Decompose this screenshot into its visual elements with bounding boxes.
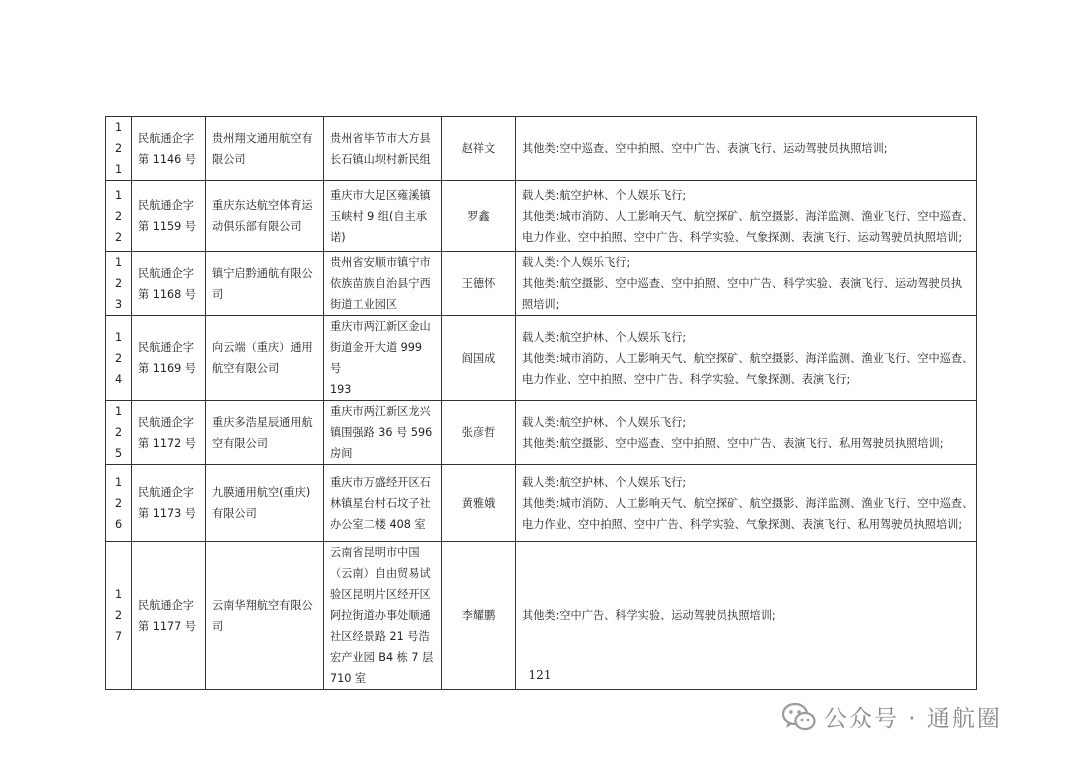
cell-business-scope: [516, 316, 977, 401]
cell-business-scope: [516, 465, 977, 542]
watermark: [782, 700, 1002, 733]
cell-legal-representative: 阎国成: [442, 316, 516, 401]
cell-line: 长石镇山坝村新民组: [330, 152, 431, 166]
cell-line: 云南华翔航空有限公: [212, 598, 313, 612]
cell-line: 诺): [330, 230, 346, 244]
cell-index: 125: [106, 401, 132, 465]
cell-line: 向云端（重庆）通用: [212, 341, 313, 354]
table-row: [106, 252, 977, 316]
cell-address: [324, 181, 442, 252]
table-row: [106, 181, 977, 252]
cell-line: 载人类:航空护林、个人娱乐飞行;: [522, 188, 687, 202]
cell-line: 宏产业园 B4 栋 7 层: [330, 651, 434, 664]
cell-line: 动俱乐部有限公司: [212, 220, 302, 233]
cell-line: 193: [330, 383, 352, 396]
cell-line: 第 1159 号: [138, 220, 196, 233]
cell-line: 有限公司: [212, 507, 257, 520]
cell-index: 127: [106, 542, 132, 690]
cell-business-scope: [516, 181, 977, 252]
cell-line: 第 1172 号: [138, 436, 196, 450]
cell-line: 其他类:航空摄影、空中巡查、空中拍照、空中广告、科学实验、表演飞行、运动驾驶员执: [522, 277, 963, 290]
cell-line: 民航通企字: [138, 598, 194, 612]
cell-line: 第 1177 号: [138, 619, 196, 633]
cell-line: 重庆市两江新区金山: [330, 320, 431, 333]
cell-line: 第 1173 号: [138, 507, 196, 520]
cell-line: 民航通企字: [138, 341, 194, 354]
cell-line: 其他类:空中广告、科学实验、运动驾驶员执照培训;: [522, 609, 776, 622]
cell-line: 依族苗族自治县宁西: [330, 277, 431, 290]
cell-legal-representative: 王德怀: [442, 252, 516, 316]
cell-legal-representative: 黄雅娥: [442, 465, 516, 542]
cell-license-number: [132, 181, 206, 252]
cell-index: 124: [106, 316, 132, 401]
cell-license-number: [132, 465, 206, 542]
cell-line: 载人类:航空护林、个人娱乐飞行;: [522, 475, 687, 489]
cell-line: 房间: [330, 447, 353, 460]
cell-index: 121: [106, 117, 132, 181]
cell-line: 贵州省毕节市大方县: [330, 131, 431, 145]
cell-line: 载人类:航空护林、个人娱乐飞行;: [522, 330, 687, 344]
cell-line: 镇宁启黔通航有限公: [212, 266, 313, 280]
cell-address: [324, 465, 442, 542]
table-row: [106, 465, 977, 542]
cell-line: 民航通企字: [138, 266, 194, 280]
cell-line: 社区经景路 21 号浩: [330, 630, 430, 643]
cell-line: 街道工业园区: [330, 298, 398, 311]
cell-index: 126: [106, 465, 132, 542]
cell-line: 九膜通用航空(重庆): [212, 486, 311, 499]
cell-line: 重庆市大足区雍溪镇: [330, 188, 431, 202]
cell-business-scope: [516, 117, 977, 181]
cell-line: 其他类:空中巡查、空中拍照、空中广告、表演飞行、运动驾驶员执照培训;: [522, 142, 888, 155]
cell-legal-representative: 李耀鹏: [442, 542, 516, 690]
cell-index: 122: [106, 181, 132, 252]
cell-line: 街道金开大道 999 号: [330, 341, 423, 375]
cell-line: 其他类:航空摄影、空中巡查、空中拍照、空中广告、表演飞行、私用驾驶员执照培训;: [522, 436, 944, 450]
cell-license-number: [132, 316, 206, 401]
cell-line: 航空有限公司: [212, 362, 280, 375]
cell-address: [324, 316, 442, 401]
cell-line: 司: [212, 619, 224, 633]
cell-legal-representative: 张彦哲: [442, 401, 516, 465]
cell-license-number: [132, 117, 206, 181]
cell-line: 其他类:城市消防、人工影响天气、航空探矿、航空摄影、海洋监测、渔业飞行、空中巡查、: [522, 351, 974, 365]
cell-line: 办公室二楼 408 室: [330, 517, 426, 531]
cell-line: 第 1169 号: [138, 362, 196, 375]
table-row: [106, 316, 977, 401]
cell-company-name: [206, 117, 324, 181]
cell-index: 123: [106, 252, 132, 316]
cell-line: 其他类:城市消防、人工影响天气、航空探矿、航空摄影、海洋监测、渔业飞行、空中巡查、: [522, 496, 974, 510]
cell-line: 贵州省安顺市镇宁市: [330, 256, 431, 269]
cell-line: 电力作业、空中拍照、空中广告、科学实验、气象探测、表演飞行;: [522, 372, 851, 386]
cell-legal-representative: 赵祥文: [442, 117, 516, 181]
cell-company-name: [206, 401, 324, 465]
cell-business-scope: [516, 252, 977, 316]
cell-line: 其他类:城市消防、人工影响天气、航空探矿、航空摄影、海洋监测、渔业飞行、空中巡查、: [522, 209, 974, 223]
cell-address: [324, 252, 442, 316]
cell-line: 贵州翔文通用航空有: [212, 131, 313, 145]
table-row: [106, 117, 977, 181]
cell-address: [324, 117, 442, 181]
table-row: [106, 401, 977, 465]
wechat-icon: [782, 702, 816, 732]
cell-line: 民航通企字: [138, 199, 194, 212]
cell-line: 第 1146 号: [138, 152, 196, 166]
cell-company-name: [206, 252, 324, 316]
cell-line: （云南）自由贸易试: [330, 567, 431, 580]
cell-line: 空有限公司: [212, 436, 268, 450]
cell-line: 阿拉街道办事处顺通: [330, 609, 431, 622]
registry-table: [105, 116, 977, 690]
cell-line: 重庆市万盛经开区石: [330, 475, 431, 489]
cell-address: [324, 401, 442, 465]
cell-line: 710 室: [330, 672, 367, 685]
cell-line: 镇围强路 36 号 596: [330, 426, 433, 439]
watermark-text: 公众号 · 通航圈: [824, 706, 1002, 732]
cell-line: 第 1168 号: [138, 287, 196, 301]
cell-line: 重庆东达航空体育运: [212, 199, 313, 212]
cell-line: 司: [212, 287, 224, 301]
cell-company-name: [206, 181, 324, 252]
cell-line: 重庆多浩星辰通用航: [212, 415, 313, 429]
cell-line: 照培训;: [522, 298, 560, 311]
cell-company-name: [206, 465, 324, 542]
cell-line: 限公司: [212, 152, 246, 166]
page-number: 121: [528, 668, 552, 682]
cell-line: 电力作业、空中拍照、空中广告、科学实验、气象探测、表演飞行、私用驾驶员执照培训;: [522, 517, 963, 531]
cell-line: 林镇星台村石坟子社: [330, 496, 431, 510]
cell-line: 玉峡村 9 组(自主承: [330, 209, 427, 223]
cell-line: 民航通企字: [138, 486, 194, 499]
cell-line: 民航通企字: [138, 415, 194, 429]
cell-business-scope: [516, 401, 977, 465]
cell-line: 重庆市两江新区龙兴: [330, 405, 431, 418]
cell-line: 验区昆明片区经开区: [330, 588, 431, 601]
cell-line: 民航通企字: [138, 131, 194, 145]
cell-legal-representative: 罗鑫: [442, 181, 516, 252]
cell-line: 载人类:航空护林、个人娱乐飞行;: [522, 415, 687, 429]
cell-company-name: [206, 316, 324, 401]
cell-line: 载人类:个人娱乐飞行;: [522, 256, 631, 269]
cell-license-number: [132, 401, 206, 465]
cell-line: 云南省昆明市中国: [330, 546, 420, 559]
cell-license-number: [132, 252, 206, 316]
cell-line: 电力作业、空中拍照、空中广告、科学实验、气象探测、表演飞行、运动驾驶员执照培训;: [522, 230, 963, 244]
